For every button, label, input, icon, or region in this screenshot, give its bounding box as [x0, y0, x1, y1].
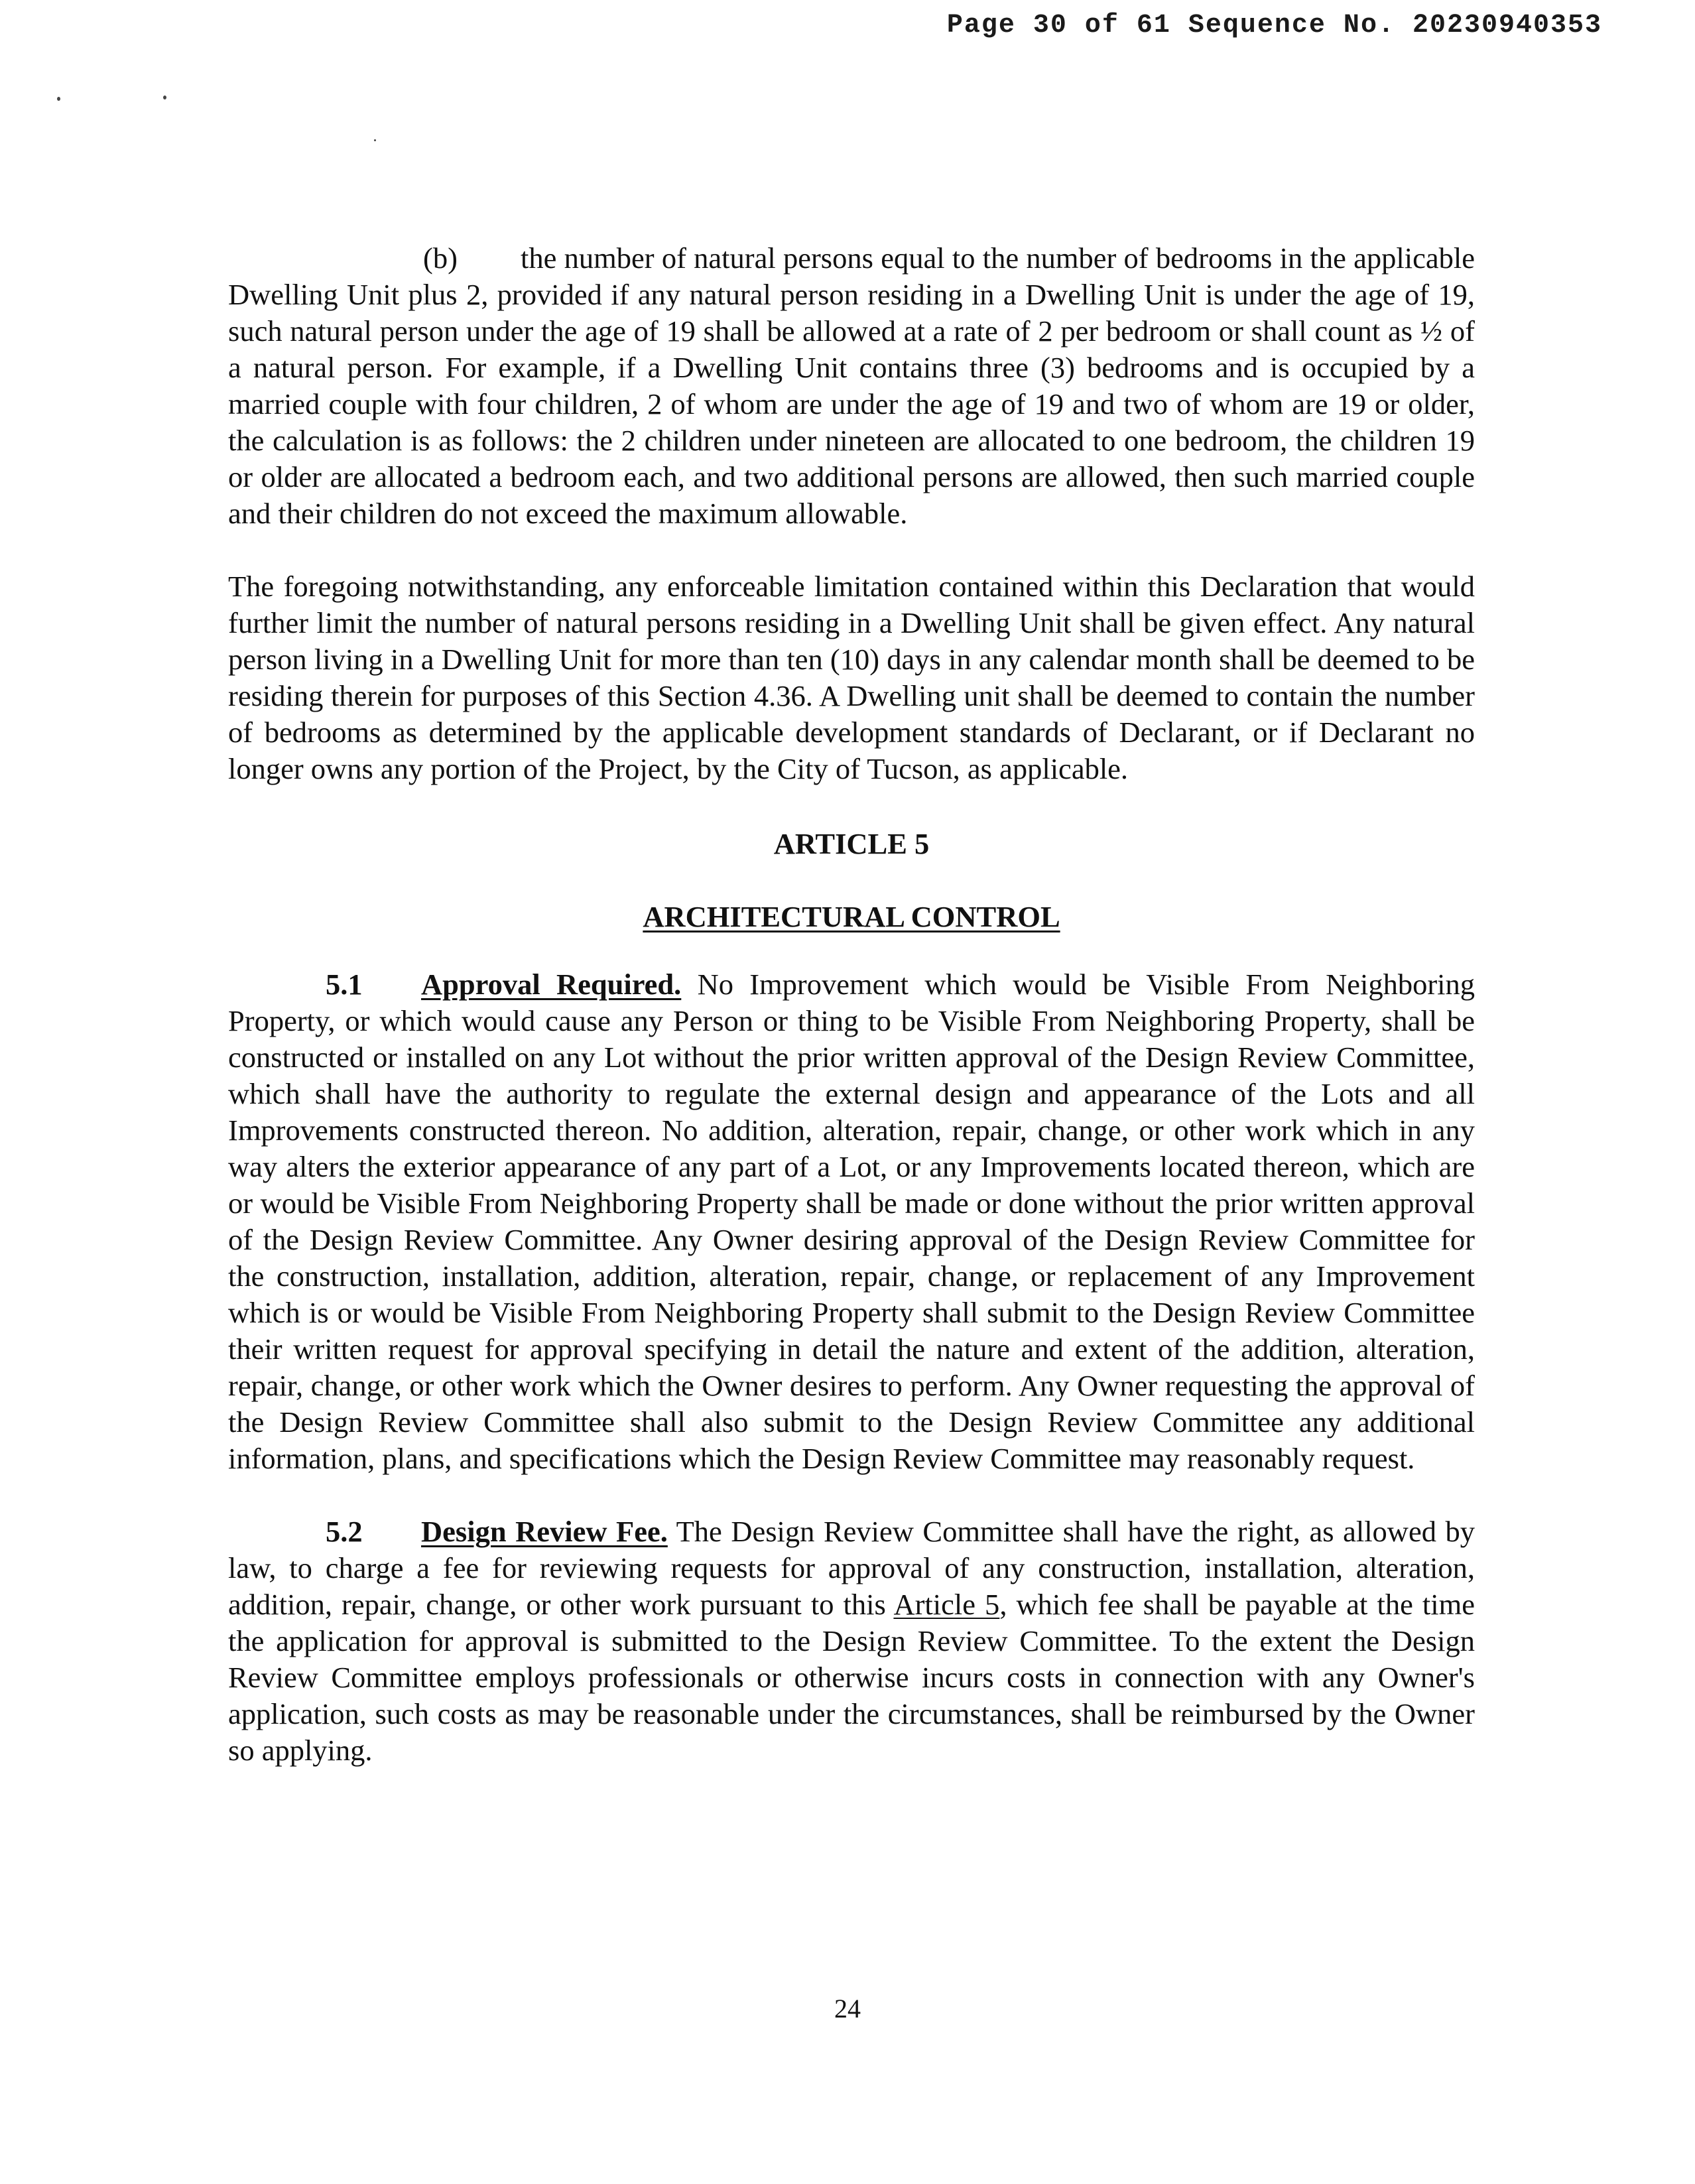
document-body: [228, 240, 1475, 1769]
section-5-1-text: No Improvement which would be Visible From Neighboring Property, or which would cause any Person or thing to be Visible From Neighboring Property, shall be constructed or installed on any Lot without the prior written approval of the Design Review Committee, which shall have the authority to regulate the external design and appearance of the Lots and all Improvements constructed thereon. No addition, alteration, repair, change, or other work which in any way alters the exterior appearance of any part of a Lot, or any Improvements located thereon, which are or would be Visible From Neighboring Property shall be made or done without the prior written approval of the Design Review Committee. Any Owner desiring approval of the Design Review Committee for the construction, installation, addition, alteration, repair, change, or replacement of any Improvement which is or would be Visible From Neighboring Property shall submit to the Design Review Committee their written request for approval specifying in detail the nature and extent of the addition, alteration, repair, change, or other work which the Owner desires to perform. Any Owner requesting the approval of the Design Review Committee shall also submit to the Design Review Committee any additional information, plans, and specifications which the Design Review Committee may reasonably request.: [228, 968, 1475, 1475]
section-5-1-title: Approval Required.: [421, 968, 682, 1001]
section-5-2-title: Design Review Fee.: [421, 1515, 668, 1548]
paragraph-b: [228, 240, 1475, 532]
paragraph-b-label: (b): [423, 241, 458, 275]
section-5-2: [228, 1513, 1475, 1769]
scan-speck: [57, 97, 60, 101]
page-sequence-stamp: Page 30 of 61 Sequence No. 20230940353: [946, 11, 1602, 40]
paragraph-foregoing: The foregoing notwithstanding, any enforceable limitation contained within this Declaration that would further limit the number of natural persons residing in a Dwelling Unit shall be given effect. Any natural person living in a Dwelling Unit for more than ten (10) days in any calendar month shall be deemed to be residing therein for purposes of this Section 4.36. A Dwelling unit shall be deemed to contain the number of bedrooms as determined by the applicable development standards of Declarant, or if Declarant no longer owns any portion of the Project, by the City of Tucson, as applicable.: [228, 570, 1475, 785]
section-5-2-text-after: , which fee shall be payable at the time the application for approval is submitted to the Design Review Committee. To the extent the Design Review Committee employs professionals or otherwise incurs costs in connection with any Owner's application, such costs as may be reasonable under the circumstances, shall be reimbursed by the Owner so applying.: [228, 1588, 1475, 1767]
scan-speck: [374, 139, 376, 141]
section-5-2-text-before: The Design Review Committee shall have the right, as allowed by law, to charge a fee for reviewing requests for approval of any construction, installation, alteration, addition, repair, change, or other work pursuant to this: [228, 1515, 1475, 1621]
scan-speck: [163, 96, 166, 99]
article-title: ARCHITECTURAL CONTROL: [643, 900, 1060, 933]
article-5-reference-link[interactable]: Article 5: [893, 1588, 1000, 1621]
article-number: ARTICLE 5: [773, 827, 930, 860]
section-5-1: [228, 966, 1475, 1477]
section-5-2-number: 5.2: [326, 1515, 363, 1548]
section-5-1-number: 5.1: [326, 968, 363, 1001]
paragraph-b-text: the number of natural persons equal to the number of bedrooms in the applicable Dwelling Unit plus 2, provided if any natural person residing in a Dwelling Unit is under the age of 19, such natural person under the age of 19 shall be allowed at a rate of 2 per bedroom or shall count as ½ of a natural person. For example, if a Dwelling Unit contains three (3) bedrooms and is occupied by a married couple with four children, 2 of whom are under the age of 19 and two of whom are 19 or older, the calculation is as follows: the 2 children under nineteen are allocated to one bedroom, the children 19 or older are allocated a bedroom each, and two additional persons are allowed, then such married couple and their children do not exceed the maximum allowable.: [228, 241, 1475, 530]
page-number: 24: [834, 1994, 861, 2023]
